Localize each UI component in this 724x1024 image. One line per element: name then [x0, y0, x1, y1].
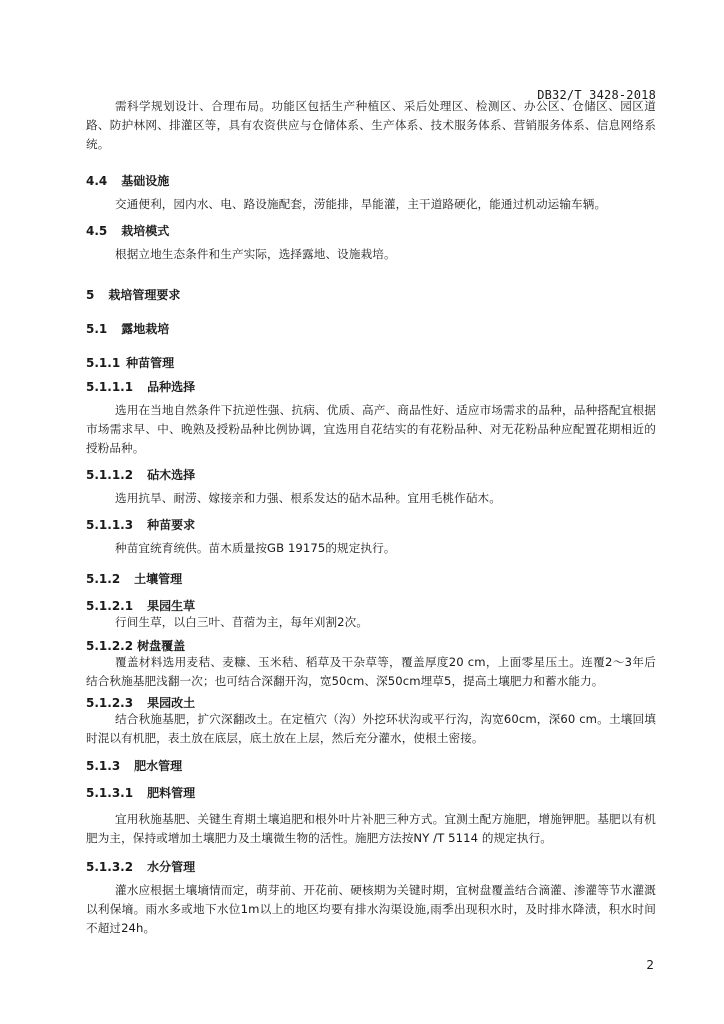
section-heading	[86, 354, 174, 371]
section-number: 5.1.2.2	[86, 639, 134, 653]
section-number: 5.1.3.2	[86, 860, 134, 874]
section-heading	[86, 378, 195, 395]
paragraph: 交通便利，园内水、电、路设施配套，涝能排，旱能灌，主干道路硬化，能通过机动运输车辆。	[115, 197, 607, 211]
section-title: 基础设施	[121, 174, 170, 188]
section-number: 5.1.1.1	[86, 380, 134, 394]
section-title: 树盘覆盖	[137, 639, 186, 653]
section-number: 5	[86, 288, 95, 302]
section-title: 水分管理	[147, 860, 196, 874]
section-title: 砧木选择	[147, 468, 196, 482]
section-heading	[86, 286, 180, 303]
paragraph: 宜用秋施基肥、关键生育期土壤追肥和根外叶片补肥三种方式。宜测土配方施肥，增施钾肥。基肥以有机肥为主，保持或增加土壤肥力及土壤微生物的活性。施肥方法按NY /T 5114 的规定执行。	[86, 812, 656, 846]
section-heading	[86, 637, 185, 654]
paragraph: 需科学规划设计、合理布局。功能区包括生产种植区、采后处理区、检测区、办公区、仓储区、园区道路、防护林网、排灌区等，具有农资供应与仓储体系、生产体系、技术服务体系、营销服务体系、信息网络系统。	[86, 99, 656, 152]
section-number: 5.1.1.3	[86, 518, 134, 532]
document-code: DB32/T 3428-2018	[537, 88, 656, 102]
section-heading	[86, 570, 182, 587]
section-heading	[86, 516, 195, 533]
paragraph: 选用抗旱、耐涝、嫁接亲和力强、根系发达的砧木品种。宜用毛桃作砧木。	[115, 491, 501, 505]
section-heading	[86, 172, 169, 189]
paragraph: 覆盖材料选用麦秸、麦糠、玉米秸、稻草及干杂草等，覆盖厚度20 cm，上面零星压土。连覆2～3年后结合秋施基肥浅翻一次；也可结合深翻开沟，宽50cm、深50cm埋草5，提高土壤肥力和蓄水能力。	[86, 655, 656, 689]
paragraph: 种苗宜统育统供。苗木质量按GB 19175的规定执行。	[115, 541, 396, 555]
section-title: 品种选择	[147, 380, 196, 394]
section-title: 肥料管理	[147, 786, 196, 800]
section-heading	[86, 222, 169, 239]
section-number: 5.1.2.3	[86, 696, 134, 710]
paragraph: 结合秋施基肥，扩穴深翻改土。在定植穴（沟）外挖环状沟或平行沟，沟宽60cm，深60 cm。土壤回填时混以有机肥，表土放在底层，底土放在上层，然后充分灌水，使根土密接。	[86, 712, 656, 746]
section-title: 栽培模式	[121, 224, 170, 238]
section-title: 种苗要求	[147, 518, 196, 532]
section-heading	[86, 466, 195, 483]
paragraph: 根据立地生态条件和生产实际，选择露地、设施栽培。	[115, 247, 396, 261]
section-title: 栽培管理要求	[108, 288, 181, 302]
section-heading	[86, 858, 195, 875]
paragraph: 灌水应根据土壤墒情而定，萌芽前、开花前、硬核期为关键时期，宜树盘覆盖结合滴灌、渗灌等节水灌溉以利保墒。雨水多或地下水位1m以上的地区均要有排水沟渠设施,雨季出现积水时，及时排水降渍，积水时间不超过24h。	[86, 883, 656, 936]
section-heading	[86, 784, 195, 801]
section-heading	[86, 757, 182, 774]
section-number: 4.5	[86, 224, 108, 238]
section-number: 4.4	[86, 174, 108, 188]
section-heading	[86, 320, 169, 337]
paragraph: 行间生草，以白三叶、苜蓿为主，每年刈割2次。	[115, 615, 369, 629]
section-number: 5.1.3	[86, 759, 121, 773]
section-title: 果园改土	[147, 696, 196, 710]
section-number: 5.1	[86, 322, 108, 336]
section-number: 5.1.2.1	[86, 599, 134, 613]
section-heading	[86, 694, 195, 711]
section-heading	[86, 597, 195, 614]
paragraph: 选用在当地自然条件下抗逆性强、抗病、优质、高产、商品性好、适应市场需求的品种，品种搭配宜根据市场需求早、中、晚熟及授粉品种比例协调，宜选用自花结实的有花粉品种、对无花粉品种应配置花期相近的授粉品种。	[86, 403, 656, 456]
section-number: 5.1.2	[86, 572, 121, 586]
section-number: 5.1.1	[86, 356, 121, 370]
section-title: 种苗管理	[126, 356, 175, 370]
section-title: 土壤管理	[134, 572, 183, 586]
section-number: 5.1.1.2	[86, 468, 134, 482]
section-title: 果园生草	[147, 599, 196, 613]
section-number: 5.1.3.1	[86, 786, 134, 800]
page-number: 2	[646, 958, 654, 972]
section-title: 肥水管理	[134, 759, 183, 773]
section-title: 露地栽培	[121, 322, 170, 336]
